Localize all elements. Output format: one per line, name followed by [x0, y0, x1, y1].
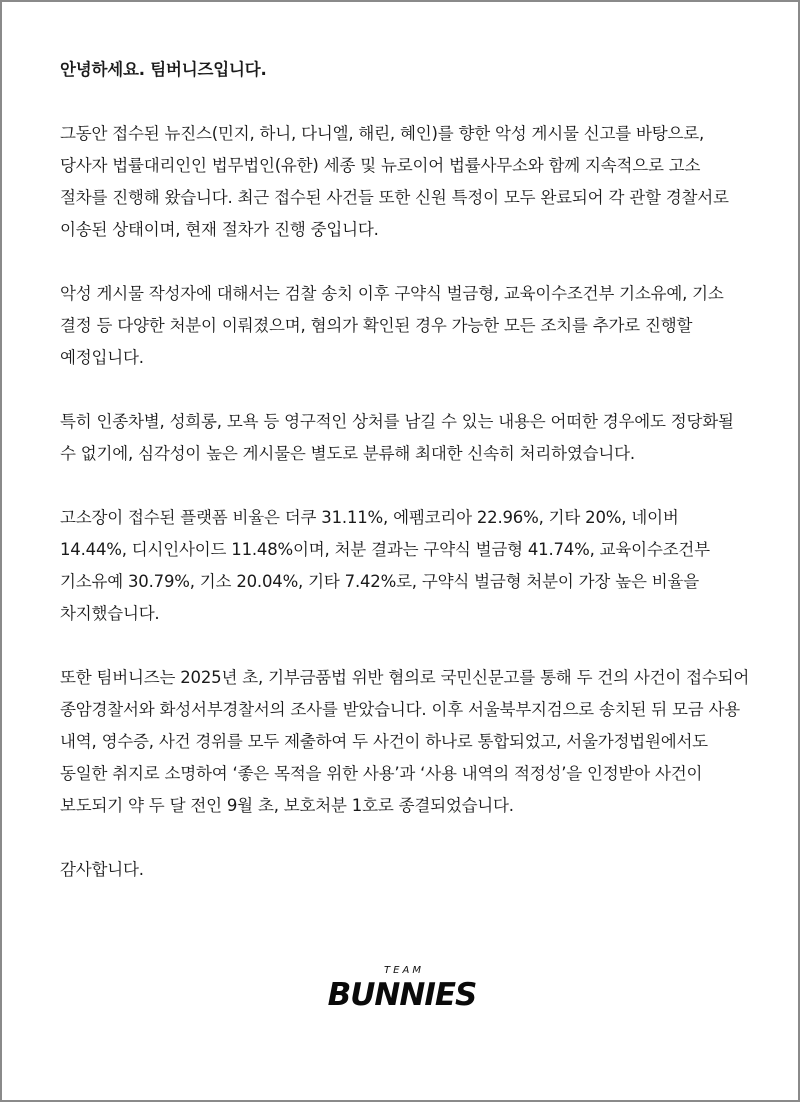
logo-bunnies-text: BUNNIES — [327, 977, 477, 1013]
paragraph-statistics: 고소장이 접수된 플랫폼 비율은 더쿠 31.11%, 에펨코리아 22.96%, 기타 20%, 네이버 14.44%, 디시인사이드 11.48%이며, 처분 결과는 구약식 벌금형 41.74%, 교육이수조건부 기소유예 30.79%, 기소 20.04%, 기타 7.42%로, 구약식 벌금형 처분이 가장 높은 비율을 차지했습니다. — [60, 508, 710, 623]
greeting: 안녕하세요. 팀버니즈입니다. — [60, 60, 267, 79]
paragraph-dispositions: 악성 게시물 작성자에 대해서는 검찰 송치 이후 구약식 벌금형, 교육이수조건부 기소유예, 기소 결정 등 다양한 처분이 이뤄졌으며, 혐의가 확인된 경우 가능한 모든 조치를 추가로 진행할 예정입니다. — [60, 284, 724, 367]
paragraph-legal-action: 그동안 접수된 뉴진스(민지, 하니, 다니엘, 해린, 혜인)를 향한 악성 게시물 신고를 바탕으로, 당사자 법률대리인인 법무법인(유한) 세종 및 뉴로이어 법률사무소와 함께 지속적으로 고소 절차를 진행해 왔습니다. 최근 접수된 사건들 또한 신원 특정이 모두 완료되어 각 관할 경찰서로 이송된 상태이며, 현재 절차가 진행 중입니다. — [60, 124, 729, 239]
logo-team-text: TEAM — [384, 965, 424, 976]
closing: 감사합니다. — [60, 860, 144, 879]
paragraph-donation-case: 또한 팀버니즈는 2025년 초, 기부금품법 위반 혐의로 국민신문고를 통해 두 건의 사건이 접수되어 종암경찰서와 화성서부경찰서의 조사를 받았습니다. 이후 서울북부지검으로 송치된 뒤 모금 사용 내역, 영수증, 사건 경위를 모두 제출하여 두 사건이 하나로 통합되었고, 서울가정법원에서도 동일한 취지로 소명하여 ‘좋은 목적을 위한 사용’과 ‘사용 내역의 적정성’을 인정받아 사건이 보도되기 약 두 달 전인 9월 초, 보호처분 1호로 종결되었습니다. — [60, 668, 750, 815]
letter-body — [60, 54, 750, 886]
paragraph-priority-handling: 특히 인종차별, 성희롱, 모욕 등 영구적인 상처를 남길 수 있는 내용은 어떠한 경우에도 정당화될 수 없기에, 심각성이 높은 게시물은 별도로 분류해 최대한 신속히 처리하였습니다. — [60, 412, 734, 463]
team-bunnies-logo — [302, 964, 502, 1012]
